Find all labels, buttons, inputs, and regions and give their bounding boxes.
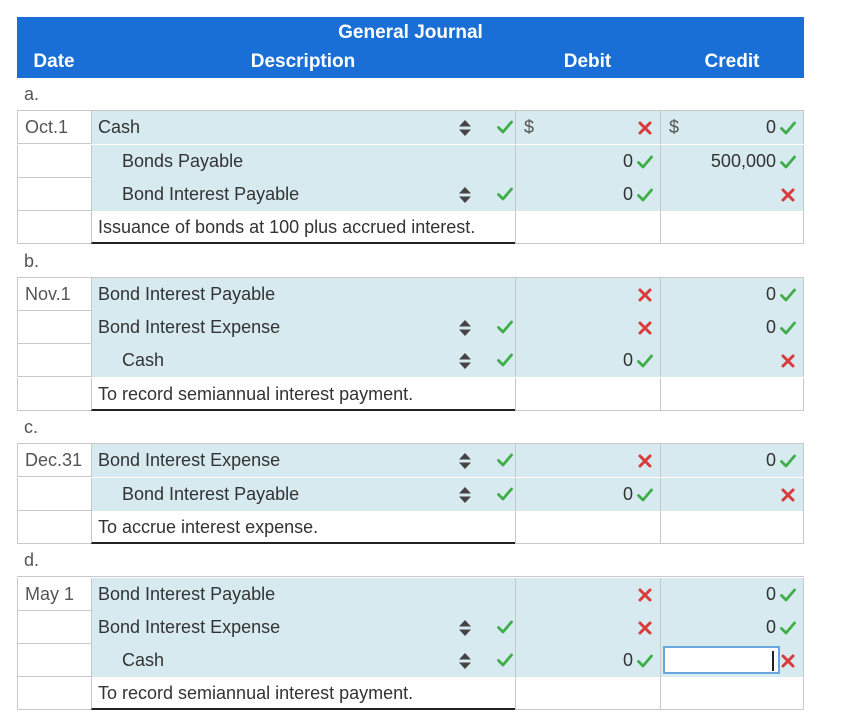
credit-input[interactable] (660, 344, 804, 377)
credit-input[interactable] (660, 111, 804, 144)
cross-icon (780, 653, 796, 669)
credit-value: 0 (765, 616, 776, 637)
account-name: Bond Interest Payable (98, 283, 276, 304)
credit-value: 0 (765, 317, 776, 338)
account-name: Cash (98, 117, 141, 138)
check-icon (780, 620, 796, 636)
section-label-row (17, 245, 804, 278)
check-icon (497, 652, 513, 668)
check-icon (637, 487, 653, 503)
credit-input[interactable] (660, 578, 804, 611)
entry-date (17, 611, 91, 644)
journal-entry-row (17, 444, 804, 477)
cross-icon (637, 320, 653, 336)
entry-date (17, 478, 91, 511)
select-arrows-icon[interactable] (459, 453, 471, 469)
journal-entry-row (17, 478, 804, 511)
table-header (17, 17, 804, 78)
narration-credit-cell (660, 378, 804, 411)
section-label: a. (24, 84, 40, 104)
journal-entry-row (17, 611, 804, 644)
credit-value: 0 (765, 117, 776, 138)
journal-entry-row (17, 145, 804, 178)
check-icon (497, 119, 513, 135)
account-select[interactable] (91, 178, 515, 211)
credit-input[interactable] (660, 444, 804, 477)
debit-value: 0 (622, 650, 633, 671)
currency-symbol: $ (524, 117, 535, 138)
credit-input[interactable] (660, 178, 804, 211)
credit-input[interactable] (660, 311, 804, 344)
account-name: Cash (122, 350, 165, 371)
check-icon (497, 186, 513, 202)
cross-icon (780, 187, 796, 203)
check-icon (780, 320, 796, 336)
narration-date-cell (17, 378, 91, 411)
narration-credit-cell (660, 211, 804, 244)
debit-value: 0 (622, 183, 633, 204)
active-credit-field[interactable] (663, 646, 780, 674)
cross-icon (637, 587, 653, 603)
date-column-header: Date (33, 51, 75, 72)
debit-input[interactable] (515, 344, 660, 377)
account-select[interactable] (91, 344, 515, 377)
account-select[interactable] (91, 578, 515, 611)
cross-icon (637, 120, 653, 136)
select-arrows-icon[interactable] (459, 353, 471, 369)
cross-icon (780, 353, 796, 369)
narration-credit-cell (660, 511, 804, 544)
section-label-row (17, 544, 804, 577)
section-label-row (17, 78, 804, 111)
account-select[interactable] (91, 478, 515, 511)
debit-input[interactable] (515, 478, 660, 511)
debit-value: 0 (622, 350, 633, 371)
debit-value: 0 (622, 150, 633, 171)
cross-icon (637, 287, 653, 303)
entry-date (17, 644, 91, 677)
check-icon (780, 587, 796, 603)
credit-column-header: Credit (704, 51, 760, 72)
general-journal-table (17, 17, 804, 704)
select-arrows-icon[interactable] (459, 320, 471, 336)
credit-value: 0 (765, 450, 776, 471)
check-icon (497, 352, 513, 368)
credit-input[interactable] (660, 611, 804, 644)
check-icon (497, 452, 513, 468)
section-label: b. (24, 250, 40, 271)
select-arrows-icon[interactable] (459, 187, 471, 203)
check-icon (497, 619, 513, 635)
debit-input[interactable] (515, 278, 660, 311)
account-name: Bond Interest Expense (98, 450, 281, 471)
debit-value: 0 (622, 483, 633, 504)
section-label: d. (24, 550, 40, 571)
narration-credit-cell (660, 677, 804, 710)
account-select[interactable] (91, 145, 515, 178)
account-name: Bonds Payable (122, 150, 244, 171)
credit-value: 0 (765, 583, 776, 604)
credit-input[interactable] (660, 278, 804, 311)
account-name: Bond Interest Expense (98, 616, 281, 637)
check-icon (780, 453, 796, 469)
debit-input[interactable] (515, 111, 660, 144)
narration-row (17, 677, 804, 710)
debit-input[interactable] (515, 444, 660, 477)
account-name: Cash (122, 650, 165, 671)
account-select[interactable] (91, 611, 515, 644)
entry-date: May 1 (17, 578, 91, 611)
narration-date-cell (17, 511, 91, 544)
narration-debit-cell (515, 211, 660, 244)
debit-input[interactable] (515, 145, 660, 178)
narration-text: To record semiannual interest payment. (91, 677, 515, 710)
text-caret (772, 651, 774, 671)
section-label-row (17, 411, 804, 444)
check-icon (780, 287, 796, 303)
debit-input[interactable] (515, 311, 660, 344)
entry-date (17, 145, 91, 178)
narration-row (17, 211, 804, 244)
entry-date (17, 344, 91, 377)
credit-input[interactable] (660, 478, 804, 511)
debit-column-header: Debit (563, 51, 612, 72)
cross-icon (637, 453, 653, 469)
debit-input[interactable] (515, 644, 660, 677)
journal-entry-row (17, 178, 804, 211)
currency-symbol: $ (669, 117, 680, 138)
narration-debit-cell (515, 677, 660, 710)
account-select[interactable] (91, 444, 515, 477)
account-select[interactable] (91, 311, 515, 344)
section-label: c. (24, 417, 39, 437)
check-icon (637, 353, 653, 369)
entry-date (17, 311, 91, 344)
credit-input[interactable] (660, 145, 804, 178)
journal-entry-row (17, 278, 804, 311)
entry-date (17, 178, 91, 211)
account-name: Bond Interest Expense (98, 317, 281, 338)
journal-entry-row (17, 578, 804, 611)
check-icon (637, 653, 653, 669)
cross-icon (780, 487, 796, 503)
narration-row (17, 511, 804, 544)
credit-input[interactable] (660, 644, 804, 677)
check-icon (780, 120, 796, 136)
journal-title: General Journal (338, 22, 483, 43)
debit-input[interactable] (515, 611, 660, 644)
check-icon (780, 154, 796, 170)
account-select[interactable] (91, 278, 515, 311)
check-icon (497, 486, 513, 502)
account-select[interactable] (91, 111, 515, 144)
journal-entry-row (17, 111, 804, 144)
entry-date: Oct.1 (17, 111, 91, 144)
narration-text: Issuance of bonds at 100 plus accrued interest. (91, 211, 515, 244)
description-column-header: Description (250, 51, 356, 72)
check-icon (637, 187, 653, 203)
debit-input[interactable] (515, 178, 660, 211)
select-arrows-icon[interactable] (459, 620, 471, 636)
entry-date: Nov.1 (17, 278, 91, 311)
narration-date-cell (17, 211, 91, 244)
account-name: Bond Interest Payable (122, 183, 300, 204)
select-arrows-icon[interactable] (459, 487, 471, 503)
debit-input[interactable] (515, 578, 660, 611)
check-icon (637, 154, 653, 170)
journal-entry-row (17, 644, 804, 677)
check-icon (497, 319, 513, 335)
account-name: Bond Interest Payable (98, 583, 276, 604)
narration-row (17, 378, 804, 411)
narration-debit-cell (515, 511, 660, 544)
narration-debit-cell (515, 378, 660, 411)
account-name: Bond Interest Payable (122, 483, 300, 504)
narration-text: To record semiannual interest payment. (91, 378, 515, 411)
credit-value: 0 (765, 283, 776, 304)
narration-date-cell (17, 677, 91, 710)
journal-entry-row (17, 344, 804, 377)
select-arrows-icon[interactable] (459, 120, 471, 136)
credit-value: 500,000 (710, 150, 776, 171)
cross-icon (637, 620, 653, 636)
narration-text: To accrue interest expense. (91, 511, 515, 544)
entry-date: Dec.31 (17, 444, 91, 477)
journal-entry-row (17, 311, 804, 344)
account-select[interactable] (91, 644, 515, 677)
select-arrows-icon[interactable] (459, 653, 471, 669)
